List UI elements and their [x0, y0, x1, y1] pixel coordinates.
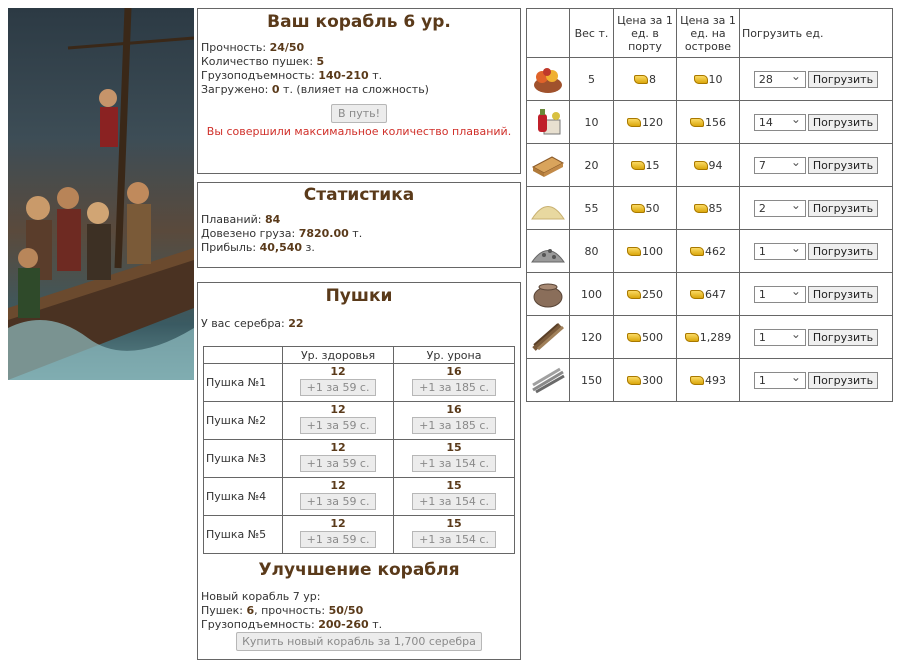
island-price: 462	[705, 244, 726, 258]
quantity-select[interactable]: 1 ⌄	[754, 372, 806, 389]
damage-level: 16	[446, 365, 462, 378]
damage-level: 15	[446, 441, 462, 454]
port-price: 500	[642, 330, 663, 344]
upgrade-capacity: Грузоподъемность: 200-260 т.	[201, 618, 383, 631]
gold-coin-icon	[694, 75, 708, 84]
load-button[interactable]: Погрузить	[808, 286, 878, 303]
goods-weight: 20	[570, 144, 614, 187]
port-price: 8	[649, 72, 656, 86]
load-button[interactable]: Погрузить	[808, 157, 878, 174]
upgrade-title: Улучшение корабля	[258, 560, 460, 580]
cannon-name: Пушка №4	[204, 478, 283, 516]
upgrade-cannons-durability: Пушек: 6, прочность: 50/50	[201, 604, 364, 617]
max-voyages-warning: Вы совершили максимальное количество плаваний.	[206, 125, 512, 138]
gold-coin-icon	[627, 333, 641, 342]
gold-coin-icon	[690, 290, 704, 299]
island-price: 94	[708, 158, 723, 172]
cannons-title: Пушки	[325, 286, 393, 306]
island-price: 85	[708, 201, 723, 215]
table-row	[204, 402, 515, 440]
port-price: 300	[642, 373, 663, 387]
set-sail-button[interactable]: В путь!	[331, 104, 387, 123]
quantity-select[interactable]: 1 ⌄	[754, 243, 806, 260]
buy-new-ship-button[interactable]: Купить новый корабль за 1,700 серебра	[236, 632, 482, 651]
ship-title: Ваш корабль 6 ур.	[267, 12, 451, 32]
cannon-name: Пушка №1	[204, 364, 283, 402]
ship-panel	[197, 8, 521, 174]
stats-panel	[197, 182, 521, 268]
goods-icon-header	[527, 9, 570, 58]
table-row	[527, 187, 893, 230]
load-button[interactable]: Погрузить	[808, 329, 878, 346]
upgrade-health-button[interactable]: +1 за 59 с.	[300, 531, 377, 548]
stats-title: Статистика	[303, 185, 415, 205]
table-row	[204, 364, 515, 402]
potion-book-icon	[530, 106, 566, 138]
upgrade-damage-button[interactable]: +1 за 154 с.	[412, 531, 496, 548]
health-level: 12	[330, 441, 346, 454]
damage-level-header: Ур. урона	[394, 347, 515, 364]
goods-weight: 80	[570, 230, 614, 273]
gold-coin-icon	[631, 161, 645, 170]
load-button[interactable]: Погрузить	[808, 372, 878, 389]
cannons-table	[203, 346, 515, 554]
goods-table	[526, 8, 893, 402]
gold-coin-icon	[690, 118, 704, 127]
gold-coin-icon	[631, 204, 645, 213]
wood-planks-icon	[530, 149, 566, 181]
upgrade-damage-button[interactable]: +1 за 154 с.	[412, 455, 496, 472]
table-row	[204, 516, 515, 554]
table-row	[204, 440, 515, 478]
gold-coin-icon	[690, 247, 704, 256]
table-row	[527, 230, 893, 273]
load-button[interactable]: Погрузить	[808, 243, 878, 260]
island-price-header: Цена за 1 ед. на острове	[677, 9, 740, 58]
stats-cargo: Довезено груза: 7820.00 т.	[201, 227, 363, 240]
ropes-icon	[530, 321, 566, 353]
cannon-name: Пушка №2	[204, 402, 283, 440]
cannon-name-header	[204, 347, 283, 364]
island-price: 156	[705, 115, 726, 129]
iron-bars-icon	[530, 364, 566, 396]
gold-coin-icon	[694, 204, 708, 213]
weight-header: Вес т.	[570, 9, 614, 58]
upgrade-damage-button[interactable]: +1 за 185 с.	[412, 417, 496, 434]
load-button[interactable]: Погрузить	[808, 200, 878, 217]
gold-coin-icon	[690, 376, 704, 385]
goods-weight: 55	[570, 187, 614, 230]
quantity-select[interactable]: 28 ⌄	[754, 71, 806, 88]
clay-pot-icon	[530, 278, 566, 310]
port-price: 120	[642, 115, 663, 129]
cannons-panel	[197, 282, 521, 660]
gold-coin-icon	[694, 161, 708, 170]
upgrade-ship-level: Новый корабль 7 ур:	[201, 590, 321, 603]
goods-weight: 10	[570, 101, 614, 144]
gold-coin-icon	[627, 376, 641, 385]
gravel-pile-icon	[530, 235, 566, 267]
table-row	[527, 273, 893, 316]
upgrade-health-button[interactable]: +1 за 59 с.	[300, 417, 377, 434]
quantity-select[interactable]: 7 ⌄	[754, 157, 806, 174]
health-level-header: Ур. здоровья	[283, 347, 394, 364]
ship-capacity: Грузоподъемность: 140-210 т.	[201, 69, 383, 82]
pirate-crew-illustration	[8, 8, 194, 380]
table-row	[204, 478, 515, 516]
gold-coin-icon	[627, 247, 641, 256]
health-level: 12	[330, 403, 346, 416]
gold-coin-icon	[627, 118, 641, 127]
load-button[interactable]: Погрузить	[808, 114, 878, 131]
ship-loaded: Загружено: 0 т. (влияет на сложность)	[201, 83, 429, 96]
health-level: 12	[330, 365, 346, 378]
port-price: 250	[642, 287, 663, 301]
load-button[interactable]: Погрузить	[808, 71, 878, 88]
damage-level: 15	[446, 479, 462, 492]
gold-coin-icon	[685, 333, 699, 342]
goods-weight: 150	[570, 359, 614, 402]
goods-weight: 5	[570, 58, 614, 101]
damage-level: 16	[446, 403, 462, 416]
quantity-select[interactable]: 1 ⌄	[754, 286, 806, 303]
silver-balance: У вас серебра: 22	[201, 317, 304, 330]
stats-profit: Прибыль: 40,540 з.	[201, 241, 315, 254]
quantity-select[interactable]: 1 ⌄	[754, 329, 806, 346]
upgrade-health-button[interactable]: +1 за 59 с.	[300, 455, 377, 472]
health-level: 12	[330, 479, 346, 492]
island-price: 493	[705, 373, 726, 387]
upgrade-health-button[interactable]: +1 за 59 с.	[300, 493, 377, 510]
quantity-select[interactable]: 14 ⌄	[754, 114, 806, 131]
load-header: Погрузить ед.	[740, 9, 893, 58]
port-price-header: Цена за 1 ед. в порту	[614, 9, 677, 58]
health-level: 12	[330, 517, 346, 530]
quantity-select[interactable]: 2 ⌄	[754, 200, 806, 217]
ship-durability: Прочность: 24/50	[201, 41, 305, 54]
cannon-name: Пушка №5	[204, 516, 283, 554]
sand-pile-icon	[530, 192, 566, 224]
upgrade-health-button[interactable]: +1 за 59 с.	[300, 379, 377, 396]
goods-weight: 120	[570, 316, 614, 359]
port-price: 100	[642, 244, 663, 258]
table-row	[527, 101, 893, 144]
island-price: 647	[705, 287, 726, 301]
table-row	[527, 144, 893, 187]
port-price: 15	[645, 158, 660, 172]
gold-coin-icon	[634, 75, 648, 84]
table-row	[527, 58, 893, 101]
upgrade-damage-button[interactable]: +1 за 154 с.	[412, 493, 496, 510]
gold-coin-icon	[627, 290, 641, 299]
damage-level: 15	[446, 517, 462, 530]
island-price: 10	[708, 72, 723, 86]
fruit-basket-icon	[530, 63, 566, 95]
upgrade-damage-button[interactable]: +1 за 185 с.	[412, 379, 496, 396]
island-price: 1,289	[699, 330, 732, 344]
ship-cannons: Количество пушек: 5	[201, 55, 325, 68]
port-price: 50	[645, 201, 660, 215]
table-row	[527, 316, 893, 359]
stats-voyages: Плаваний: 84	[201, 213, 281, 226]
goods-weight: 100	[570, 273, 614, 316]
table-row	[527, 359, 893, 402]
cannon-name: Пушка №3	[204, 440, 283, 478]
